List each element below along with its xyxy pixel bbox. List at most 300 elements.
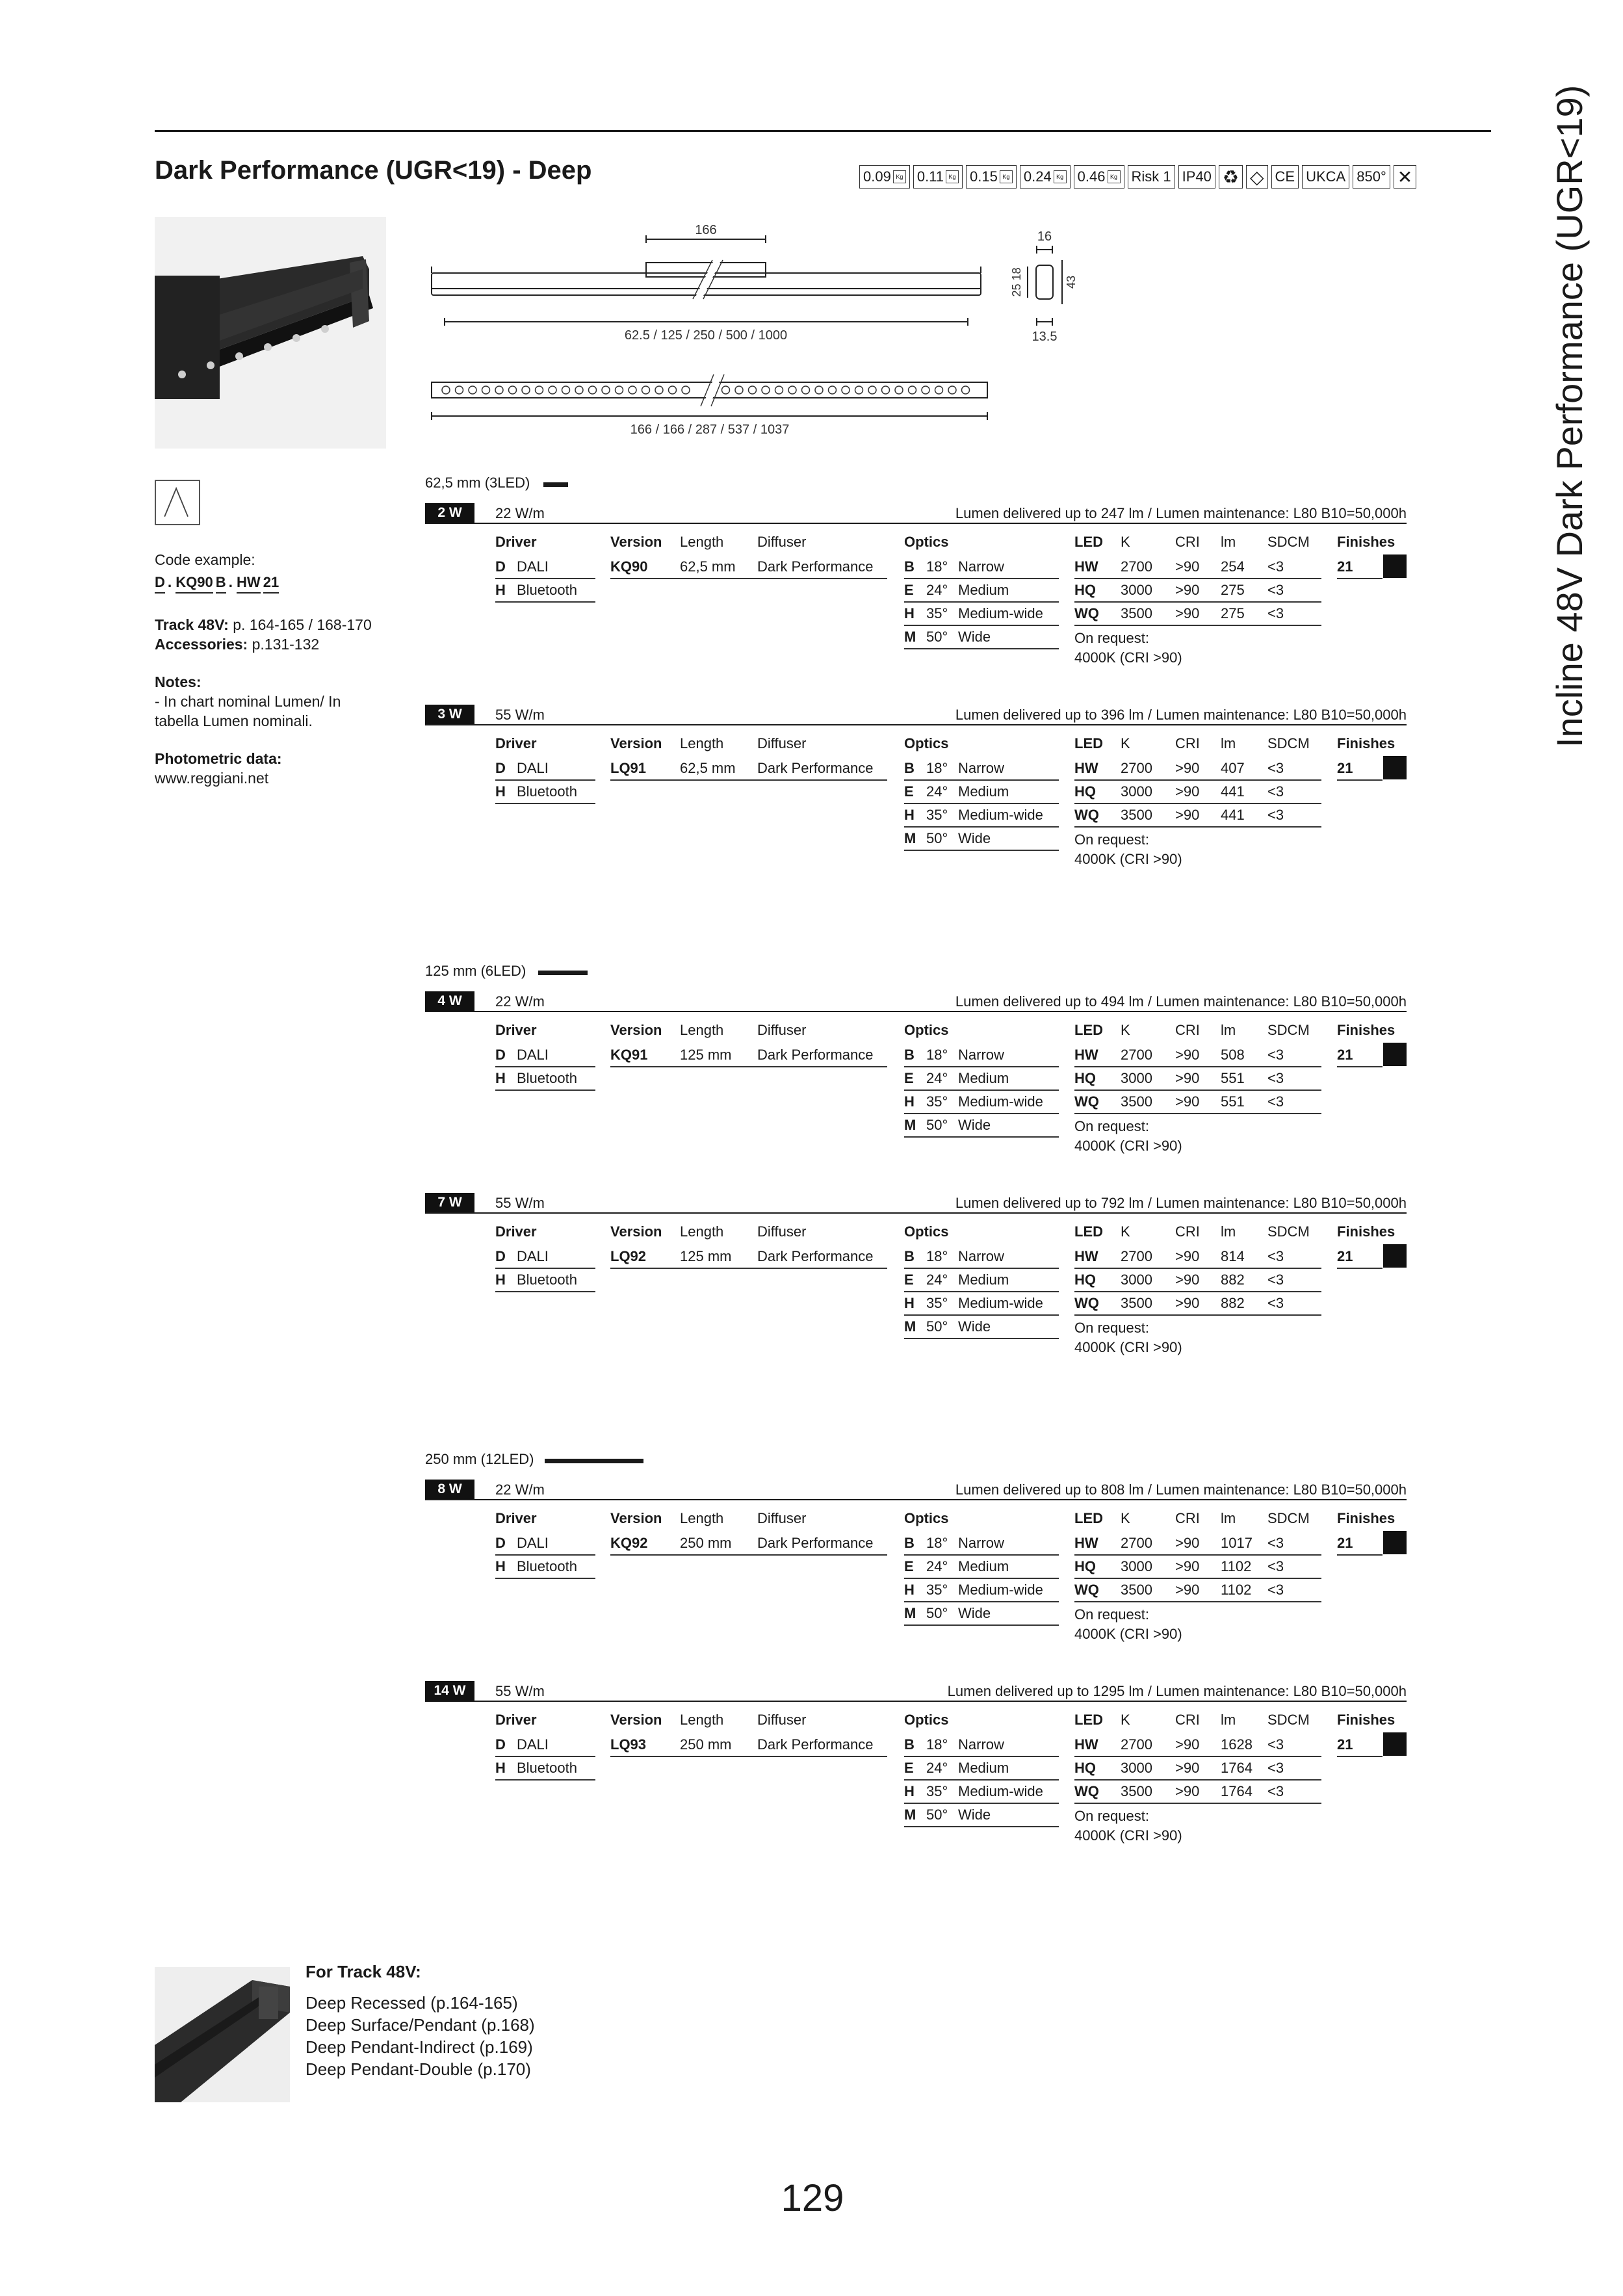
row-underline	[1074, 1113, 1321, 1114]
length-dimensions: 62.5 / 125 / 250 / 500 / 1000	[624, 328, 788, 343]
color-temperature: 2700	[1121, 1736, 1152, 1753]
color-temperature: 3500	[1121, 1093, 1152, 1110]
driver-code: H	[495, 1558, 506, 1574]
driver-code: H	[495, 582, 506, 598]
sdcm-value: <3	[1267, 1535, 1284, 1551]
row-underline	[1074, 601, 1321, 603]
cri-value: >90	[1175, 1047, 1200, 1063]
row-underline	[1074, 1779, 1321, 1781]
row-underline	[495, 601, 595, 603]
row-underline	[1337, 1554, 1383, 1556]
color-temperature: 3000	[1121, 1272, 1152, 1288]
finish-swatch	[1383, 1043, 1407, 1066]
column-header-led: LED	[1074, 1022, 1103, 1038]
driver-name: Bluetooth	[517, 1558, 577, 1574]
color-temperature: 2700	[1121, 760, 1152, 776]
finish-code: 21	[1337, 1047, 1353, 1063]
cri-value: >90	[1175, 1093, 1200, 1110]
column-header-length: Length	[680, 1712, 724, 1728]
lumen-value: 275	[1221, 605, 1245, 621]
badge	[1074, 165, 1124, 189]
optic-degree: 18°	[926, 558, 948, 575]
column-header-cri: CRI	[1175, 1223, 1200, 1240]
length-bar	[545, 1459, 643, 1463]
optic-name: Medium	[958, 1070, 1009, 1086]
badge	[1020, 165, 1071, 189]
row-underline	[904, 1113, 1059, 1114]
optic-code: B	[904, 558, 915, 575]
badge	[1271, 165, 1299, 189]
track-line: Deep Pendant-Indirect (p.169)	[305, 2037, 533, 2057]
optic-code: E	[904, 1272, 914, 1288]
color-temperature: 3000	[1121, 783, 1152, 800]
on-request-value: 4000K (CRI >90)	[1074, 1626, 1182, 1642]
optic-degree: 35°	[926, 1783, 948, 1799]
optic-degree: 50°	[926, 629, 948, 645]
optic-name: Wide	[958, 629, 991, 645]
page-number: 129	[781, 2177, 844, 2219]
badge	[1178, 165, 1215, 189]
optic-name: Medium-wide	[958, 1295, 1043, 1311]
badge-text: 0.46	[1077, 168, 1106, 185]
column-header-k: K	[1121, 735, 1130, 751]
badge	[913, 165, 963, 189]
led-code: HW	[1074, 558, 1098, 575]
row-underline	[904, 803, 1059, 804]
column-header-led: LED	[1074, 1223, 1103, 1240]
class-III-icon: ◇	[1246, 165, 1268, 189]
optic-code: M	[904, 830, 916, 846]
finish-code: 21	[1337, 558, 1353, 575]
sdcm-value: <3	[1267, 558, 1284, 575]
color-temperature: 3500	[1121, 1783, 1152, 1799]
weight-icon: Kg	[1000, 170, 1013, 183]
diffuser-value: Dark Performance	[757, 1535, 874, 1551]
lumen-info: Lumen delivered up to 396 lm / Lumen maintenance: L80 B10=50,000h	[955, 707, 1407, 723]
optic-name: Medium	[958, 1558, 1009, 1574]
finish-swatch	[1383, 1244, 1407, 1268]
on-request-value: 4000K (CRI >90)	[1074, 1138, 1182, 1154]
diffuser-value: Dark Performance	[757, 1047, 874, 1063]
watt-per-meter: 22 W/m	[495, 1481, 545, 1498]
cri-value: >90	[1175, 1783, 1200, 1799]
weight-icon: Kg	[893, 170, 906, 183]
track-ref	[155, 615, 372, 634]
lumen-value: 551	[1221, 1070, 1245, 1086]
driver-name: Bluetooth	[517, 1070, 577, 1086]
row-underline	[904, 578, 1059, 579]
weight-icon: Kg	[1054, 170, 1067, 183]
watt-per-meter: 22 W/m	[495, 505, 545, 521]
row-underline	[1074, 1756, 1321, 1757]
badge-text: 0.24	[1023, 168, 1052, 185]
row-underline	[1074, 1554, 1321, 1556]
optic-degree: 18°	[926, 1248, 948, 1264]
on-request-label: On request:	[1074, 1320, 1149, 1336]
driver-name: DALI	[517, 1047, 549, 1063]
sdcm-value: <3	[1267, 605, 1284, 621]
led-code: WQ	[1074, 1093, 1099, 1110]
column-header-optics: Optics	[904, 1022, 949, 1038]
optic-name: Medium-wide	[958, 1783, 1043, 1799]
photometric-label: Photometric data:	[155, 750, 282, 767]
on-request-value: 4000K (CRI >90)	[1074, 851, 1182, 867]
optic-degree: 35°	[926, 807, 948, 823]
version-code: LQ91	[610, 760, 647, 776]
lumen-info: Lumen delivered up to 1295 lm / Lumen maintenance: L80 B10=50,000h	[947, 1683, 1407, 1699]
optic-name: Narrow	[958, 1248, 1004, 1264]
code-separator: .	[167, 573, 172, 590]
cri-value: >90	[1175, 1070, 1200, 1086]
optic-name: Medium	[958, 1272, 1009, 1288]
optic-degree: 24°	[926, 1558, 948, 1574]
wattage-badge: 2 W	[425, 503, 474, 523]
row-underline	[904, 1601, 1059, 1602]
column-header-length: Length	[680, 1510, 724, 1526]
track-line: Deep Recessed (p.164-165)	[305, 1993, 518, 2013]
on-request-label: On request:	[1074, 630, 1149, 646]
on-request-value: 4000K (CRI >90)	[1074, 1827, 1182, 1844]
badge	[966, 165, 1017, 189]
length-value: 250 mm	[680, 1535, 732, 1551]
column-header-sdcm: SDCM	[1267, 534, 1310, 550]
led-code: WQ	[1074, 807, 1099, 823]
color-temperature: 3000	[1121, 1760, 1152, 1776]
column-header-version: Version	[610, 1223, 662, 1240]
column-header-k: K	[1121, 1712, 1130, 1728]
lumen-value: 254	[1221, 558, 1245, 575]
driver-code: H	[495, 1070, 506, 1086]
lumen-info: Lumen delivered up to 247 lm / Lumen maintenance: L80 B10=50,000h	[955, 505, 1407, 521]
accessories-value: p.131-132	[252, 636, 320, 653]
column-header-cri: CRI	[1175, 1510, 1200, 1526]
column-header-length: Length	[680, 1223, 724, 1240]
badge	[1353, 165, 1390, 189]
lumen-value: 1102	[1221, 1582, 1252, 1598]
column-header-finishes: Finishes	[1337, 1510, 1396, 1526]
led-code: HQ	[1074, 1272, 1096, 1288]
optic-code: H	[904, 807, 915, 823]
lumen-info: Lumen delivered up to 792 lm / Lumen maintenance: L80 B10=50,000h	[955, 1195, 1407, 1211]
column-header-sdcm: SDCM	[1267, 1223, 1310, 1240]
certification-badges	[859, 165, 1491, 191]
lumen-value: 441	[1221, 807, 1245, 823]
led-code: HW	[1074, 760, 1098, 776]
code-segment: D	[155, 573, 165, 594]
optic-name: Wide	[958, 1318, 991, 1335]
row-underline	[495, 1268, 595, 1269]
driver-code: D	[495, 1535, 506, 1551]
row-underline	[904, 1136, 1059, 1138]
wattage-badge: 7 W	[425, 1193, 474, 1212]
driver-code: D	[495, 558, 506, 575]
bottom-dimensions: 166 / 166 / 287 / 537 / 1037	[630, 423, 790, 437]
optic-name: Narrow	[958, 760, 1004, 776]
version-code: LQ92	[610, 1248, 647, 1264]
wattage-badge: 3 W	[425, 705, 474, 724]
led-code: HQ	[1074, 582, 1096, 598]
optic-degree: 35°	[926, 1582, 948, 1598]
row-underline	[904, 826, 1059, 828]
optic-degree: 35°	[926, 605, 948, 621]
cri-value: >90	[1175, 807, 1200, 823]
on-request-label: On request:	[1074, 1606, 1149, 1623]
driver-code: D	[495, 1047, 506, 1063]
finish-swatch	[1383, 554, 1407, 578]
lumen-value: 407	[1221, 760, 1245, 776]
finish-code: 21	[1337, 1248, 1353, 1264]
cri-value: >90	[1175, 1582, 1200, 1598]
color-temperature: 2700	[1121, 558, 1152, 575]
watt-per-meter: 55 W/m	[495, 1195, 545, 1211]
sdcm-value: <3	[1267, 1558, 1284, 1574]
driver-code: H	[495, 783, 506, 800]
column-header-diffuser: Diffuser	[757, 1510, 807, 1526]
column-header-version: Version	[610, 534, 662, 550]
row-underline	[1337, 578, 1383, 579]
version-code: LQ93	[610, 1736, 647, 1753]
badge-text: 0.09	[863, 168, 891, 185]
column-header-led: LED	[1074, 735, 1103, 751]
row-underline	[610, 1554, 887, 1556]
optic-name: Narrow	[958, 1535, 1004, 1551]
column-header-diffuser: Diffuser	[757, 1712, 807, 1728]
optic-degree: 24°	[926, 1272, 948, 1288]
section-rule	[425, 1701, 1407, 1702]
row-underline	[904, 1624, 1059, 1626]
column-header-lm: lm	[1221, 1223, 1236, 1240]
driver-code: D	[495, 760, 506, 776]
accessories-label: Accessories:	[155, 636, 248, 653]
driver-name: DALI	[517, 1248, 549, 1264]
version-code: KQ92	[610, 1535, 648, 1551]
side-base: 13.5	[1032, 330, 1058, 344]
row-underline	[610, 1066, 887, 1067]
code-example	[155, 572, 281, 594]
track-value: p. 164-165 / 168-170	[233, 616, 372, 633]
column-header-cri: CRI	[1175, 534, 1200, 550]
optic-code: M	[904, 1605, 916, 1621]
column-header-optics: Optics	[904, 1712, 949, 1728]
column-header-driver: Driver	[495, 1223, 537, 1240]
column-header-sdcm: SDCM	[1267, 1022, 1310, 1038]
column-header-k: K	[1121, 534, 1130, 550]
row-underline	[904, 1826, 1059, 1827]
side-title-text: Incline 48V Dark Performance (UGR<19)	[1549, 85, 1590, 748]
row-underline	[1074, 1601, 1321, 1602]
optic-name: Wide	[958, 1807, 991, 1823]
row-underline	[1074, 1314, 1321, 1316]
cri-value: >90	[1175, 783, 1200, 800]
row-underline	[904, 1554, 1059, 1556]
watt-per-meter: 22 W/m	[495, 993, 545, 1010]
top-rule	[155, 130, 1491, 132]
row-underline	[1074, 1066, 1321, 1067]
color-temperature: 3500	[1121, 807, 1152, 823]
column-header-cri: CRI	[1175, 735, 1200, 751]
optic-code: E	[904, 1558, 914, 1574]
row-underline	[904, 779, 1059, 781]
optic-code: B	[904, 760, 915, 776]
optic-code: M	[904, 629, 916, 645]
cri-value: >90	[1175, 1248, 1200, 1264]
led-code: WQ	[1074, 1582, 1099, 1598]
code-example-label: Code example:	[155, 551, 255, 568]
row-underline	[1074, 1578, 1321, 1579]
driver-code: H	[495, 1272, 506, 1288]
column-header-k: K	[1121, 1223, 1130, 1240]
lumen-value: 1764	[1221, 1760, 1253, 1776]
row-underline	[904, 1291, 1059, 1292]
optic-degree: 50°	[926, 1605, 948, 1621]
row-underline	[1337, 1268, 1383, 1269]
cri-value: >90	[1175, 1760, 1200, 1776]
photometric-link[interactable]: www.reggiani.net	[155, 770, 269, 787]
code-segment: KQ90	[175, 573, 213, 594]
code-segment: 21	[263, 573, 279, 594]
row-underline	[904, 1803, 1059, 1804]
column-header-k: K	[1121, 1510, 1130, 1526]
side-inner: 25 18	[1010, 267, 1023, 297]
row-underline	[495, 1578, 595, 1579]
row-underline	[495, 578, 595, 579]
color-temperature: 3000	[1121, 582, 1152, 598]
column-header-optics: Optics	[904, 1223, 949, 1240]
column-header-lm: lm	[1221, 735, 1236, 751]
track-label: Track 48V:	[155, 616, 229, 633]
optic-name: Narrow	[958, 1047, 1004, 1063]
notes-line-1: - In chart nominal Lumen/ In	[155, 693, 341, 710]
column-header-cri: CRI	[1175, 1022, 1200, 1038]
column-header-optics: Optics	[904, 1510, 949, 1526]
column-header-finishes: Finishes	[1337, 1223, 1396, 1240]
lumen-value: 551	[1221, 1093, 1245, 1110]
column-header-k: K	[1121, 1022, 1130, 1038]
driver-code: H	[495, 1760, 506, 1776]
length-bar	[543, 482, 568, 487]
row-underline	[495, 779, 595, 781]
optic-degree: 18°	[926, 760, 948, 776]
section-rule	[425, 523, 1407, 524]
led-code: HW	[1074, 1047, 1098, 1063]
optic-code: H	[904, 1093, 915, 1110]
driver-name: DALI	[517, 760, 549, 776]
color-temperature: 3000	[1121, 1070, 1152, 1086]
badge-text: CE	[1275, 168, 1295, 185]
cri-value: >90	[1175, 605, 1200, 621]
sdcm-value: <3	[1267, 1295, 1284, 1311]
lumen-value: 1628	[1221, 1736, 1253, 1753]
lumen-value: 882	[1221, 1272, 1245, 1288]
side-width: 16	[1037, 229, 1052, 244]
top-dimension: 166	[695, 223, 717, 237]
led-code: HW	[1074, 1535, 1098, 1551]
length-value: 62,5 mm	[680, 558, 736, 575]
sdcm-value: <3	[1267, 1047, 1284, 1063]
driver-code: D	[495, 1736, 506, 1753]
led-code: WQ	[1074, 1295, 1099, 1311]
optic-name: Medium	[958, 783, 1009, 800]
row-underline	[495, 1089, 595, 1091]
driver-name: DALI	[517, 558, 549, 575]
row-underline	[610, 1268, 887, 1269]
row-underline	[495, 1291, 595, 1292]
row-underline	[495, 803, 595, 804]
length-value: 250 mm	[680, 1736, 732, 1753]
column-header-version: Version	[610, 1022, 662, 1038]
optic-code: M	[904, 1318, 916, 1335]
row-underline	[904, 850, 1059, 851]
driver-name: Bluetooth	[517, 783, 577, 800]
section-rule	[425, 724, 1407, 725]
cri-value: >90	[1175, 582, 1200, 598]
optic-name: Medium	[958, 1760, 1009, 1776]
section-rule	[425, 1499, 1407, 1500]
column-header-led: LED	[1074, 534, 1103, 550]
optic-name: Medium-wide	[958, 605, 1043, 621]
row-underline	[904, 601, 1059, 603]
column-header-diffuser: Diffuser	[757, 1022, 807, 1038]
optic-degree: 50°	[926, 830, 948, 846]
finish-swatch	[1383, 1732, 1407, 1756]
side-height: 43	[1065, 275, 1078, 289]
finish-swatch	[1383, 756, 1407, 779]
row-underline	[610, 779, 887, 781]
badge-text: 0.11	[916, 168, 944, 185]
optic-degree: 50°	[926, 1117, 948, 1133]
row-underline	[904, 1756, 1059, 1757]
optic-name: Wide	[958, 830, 991, 846]
sdcm-value: <3	[1267, 1248, 1284, 1264]
watt-per-meter: 55 W/m	[495, 707, 545, 723]
badge-text: IP40	[1182, 168, 1212, 185]
lumen-value: 275	[1221, 582, 1245, 598]
page-title: Dark Performance (UGR<19) - Deep	[155, 156, 592, 185]
column-header-driver: Driver	[495, 1712, 537, 1728]
optic-name: Medium-wide	[958, 1093, 1043, 1110]
driver-name: Bluetooth	[517, 1760, 577, 1776]
track-photo	[155, 1967, 290, 2102]
color-temperature: 2700	[1121, 1047, 1152, 1063]
lumen-value: 1764	[1221, 1783, 1253, 1799]
row-underline	[1337, 1066, 1383, 1067]
color-temperature: 3500	[1121, 605, 1152, 621]
column-header-finishes: Finishes	[1337, 1712, 1396, 1728]
optic-code: H	[904, 605, 915, 621]
row-underline	[1074, 1089, 1321, 1091]
driver-name: Bluetooth	[517, 582, 577, 598]
row-underline	[904, 1268, 1059, 1269]
row-underline	[1337, 1756, 1383, 1757]
weight-icon: Kg	[1108, 170, 1121, 183]
optic-code: B	[904, 1736, 915, 1753]
optic-code: E	[904, 783, 914, 800]
cri-value: >90	[1175, 1558, 1200, 1574]
lumen-value: 882	[1221, 1295, 1245, 1311]
column-header-sdcm: SDCM	[1267, 1510, 1310, 1526]
optic-name: Narrow	[958, 1736, 1004, 1753]
sdcm-value: <3	[1267, 760, 1284, 776]
lumen-info: Lumen delivered up to 494 lm / Lumen maintenance: L80 B10=50,000h	[955, 993, 1407, 1010]
row-underline	[495, 1066, 595, 1067]
column-header-finishes: Finishes	[1337, 735, 1396, 751]
diffuser-value: Dark Performance	[757, 558, 874, 575]
column-header-driver: Driver	[495, 1022, 537, 1038]
optic-degree: 50°	[926, 1807, 948, 1823]
column-header-diffuser: Diffuser	[757, 735, 807, 751]
lumen-value: 814	[1221, 1248, 1245, 1264]
color-temperature: 3500	[1121, 1295, 1152, 1311]
